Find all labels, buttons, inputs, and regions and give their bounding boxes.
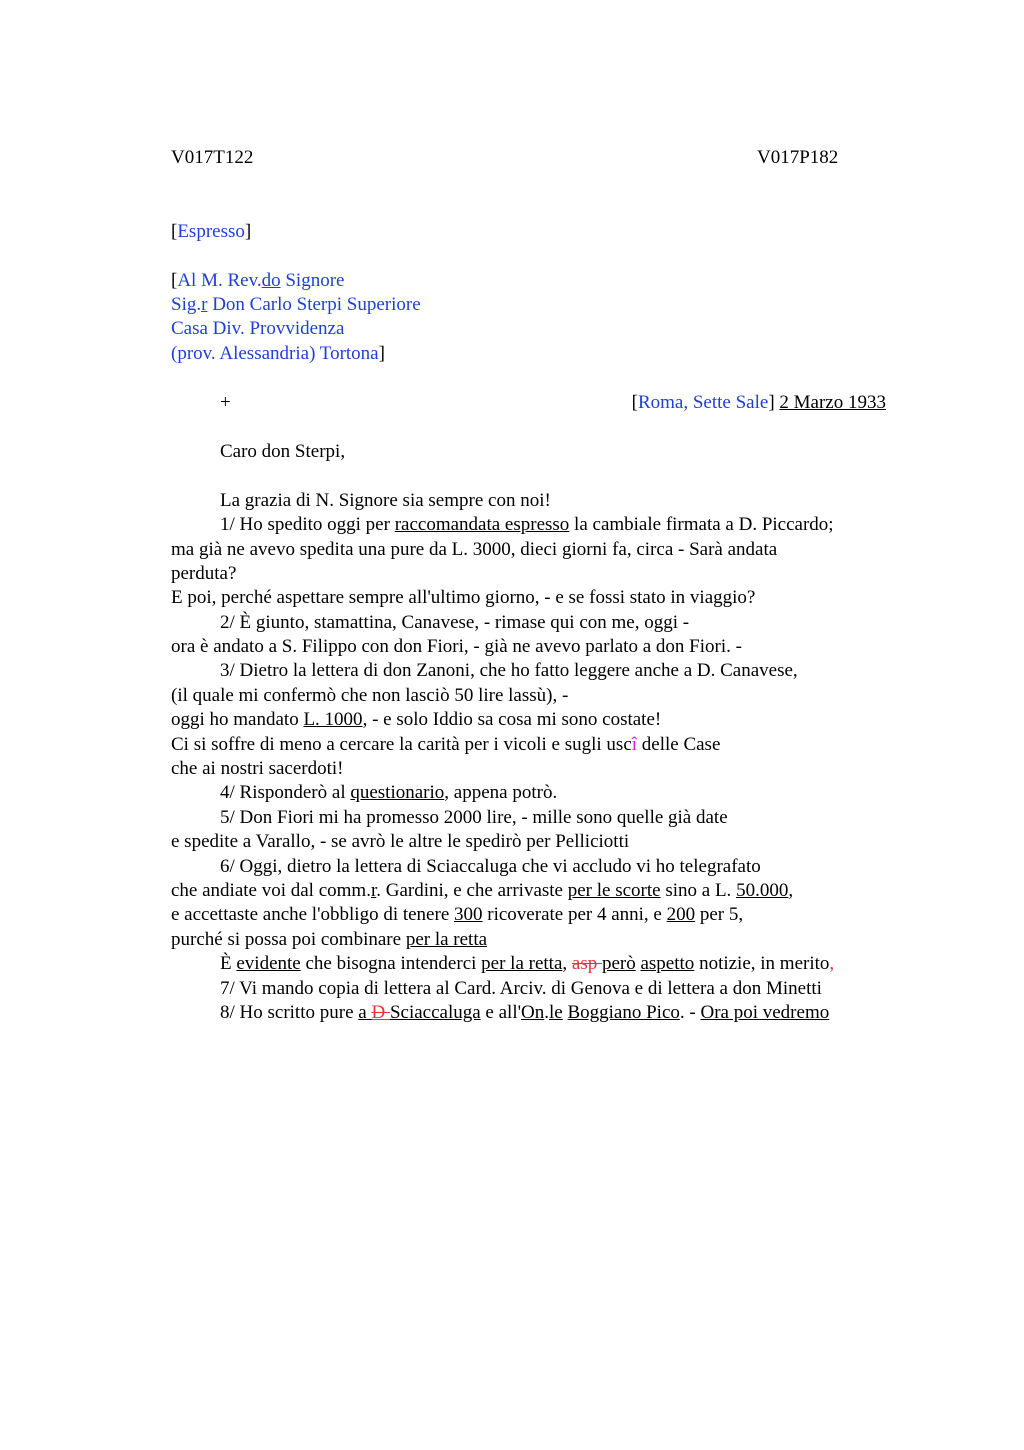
body-line-1: La grazia di N. Signore sia sempre con noi! (220, 490, 551, 511)
address-line-3: Casa Div. Provvidenza (171, 318, 345, 339)
body-line-15: e spedite a Varallo, - se avrò le altre le spedirò per Pelliciotti (171, 831, 630, 852)
body-line-6: 2/ È giunto, stamattina, Canavese, - rimase qui con me, oggi - (220, 612, 690, 633)
body-line-8: 3/ Dietro la lettera di don Zanoni, che ho fatto leggere anche a D. Canavese, (220, 660, 798, 681)
body-line-17: che andiate voi dal comm.r. Gardini, e che arrivaste per le scorte sino a L. 50.000, (171, 880, 794, 901)
address-line-4: (prov. Alessandria) Tortona] (171, 343, 385, 364)
body-line-19: purché si possa poi combinare per la retta (171, 929, 488, 950)
deleted-text: D (371, 1002, 390, 1023)
body-line-2: 1/ Ho spedito oggi per raccomandata espresso la cambiale firmata a D. Piccardo; (220, 514, 834, 535)
address-line-1: [Al M. Rev.do Signore (171, 270, 345, 291)
body-line-3: ma già ne avevo spedita una pure da L. 3000, dieci giorni fa, circa - Sarà andata (171, 539, 778, 560)
body-line-12: che ai nostri sacerdoti! (171, 758, 344, 779)
body-line-21: 7/ Vi mando copia di lettera al Card. Arciv. di Genova e di lettera a don Minetti (220, 978, 822, 999)
body-line-18: e accettaste anche l'obbligo di tenere 300 ricoverate per 4 anni, e 200 per 5, (171, 904, 744, 925)
body-line-5: E poi, perché aspettare sempre all'ultimo giorno, - e se fossi stato in viaggio? (171, 587, 756, 608)
body-line-16: 6/ Oggi, dietro la lettera di Sciaccaluga che vi accludo vi ho telegrafato (220, 856, 761, 877)
body-line-7: ora è andato a S. Filippo con don Fiori, - già ne avevo parlato a don Fiori. - (171, 636, 742, 657)
body-line-22: 8/ Ho scritto pure a D Sciaccaluga e all'On.le Boggiano Pico. - Ora poi vedremo (220, 1002, 830, 1023)
body-line-10: oggi ho mandato L. 1000, - e solo Iddio sa cosa mi sono costate! (171, 709, 662, 730)
body-line-4: perduta? (171, 563, 237, 584)
body-line-20: È evidente che bisogna intenderci per la retta, asp però aspetto notizie, in merito, (220, 953, 835, 974)
address-line-2: Sig.r Don Carlo Sterpi Superiore (171, 294, 421, 315)
body-line-14: 5/ Don Fiori mi ha promesso 2000 lire, - mille sono quelle già date (220, 807, 728, 828)
deleted-text: asp (571, 953, 602, 974)
salutation: Caro don Sterpi, (220, 441, 346, 462)
header-right-code: V017P182 (757, 147, 839, 168)
header-left-code: V017T122 (171, 147, 254, 168)
cross-symbol: + (220, 392, 231, 413)
body-line-9: (il quale mi confermò che non lasciò 50 lire lassù), - (171, 685, 569, 706)
espresso-note: [Espresso] (171, 221, 252, 242)
body-line-13: 4/ Risponderò al questionario, appena potrò. (220, 782, 558, 803)
dateline: [Roma, Sette Sale] 2 Marzo 1933 (631, 392, 886, 413)
body-line-11: Ci si soffre di meno a cercare la carità per i vicoli e sugli uscî delle Case (171, 734, 721, 755)
